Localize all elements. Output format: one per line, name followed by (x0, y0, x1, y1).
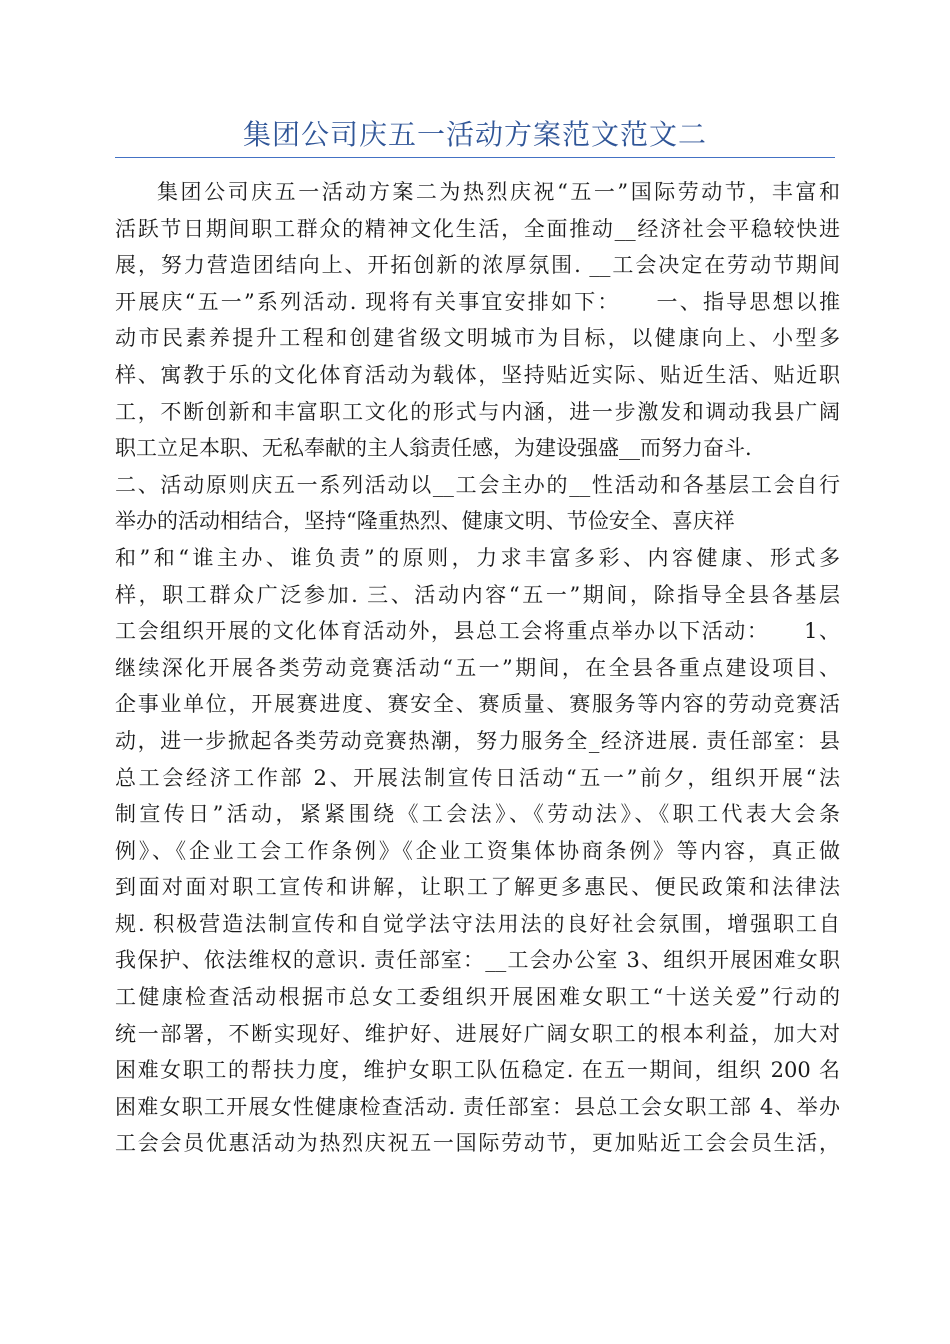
body-line: 举办的活动相结合，坚持“隆重热烈、健康文明、节俭安全、喜庆祥 (115, 509, 735, 534)
body-line: 开展庆“五一”系列活动. 现将有关事宜安排如下： 一、指导思想以推 (115, 289, 840, 314)
body-line: 企事业单位，开展赛进度、赛安全、赛质量、赛服务等内容的劳动竞赛活 (115, 692, 840, 717)
body-line: 工会组织开展的文化体育活动外，县总工会将重点举办以下活动： 1、 (115, 619, 840, 644)
body-line: 样、寓教于乐的文化体育活动为载体，坚持贴近实际、贴近生活、贴近职 (115, 362, 840, 387)
document-title: 集团公司庆五一活动方案范文范文二 (242, 118, 707, 151)
body-line: 困难女职工开展女性健康检查活动. 责任部室：县总工会女职工部 4、举办 (115, 1094, 840, 1119)
body-line: 职工立足本职、无私奉献的主人翁责任感，为建设强盛__而努力奋斗. (115, 436, 752, 461)
body-line: 制宣传日”活动，紧紧围绕《工会法》、《劳动法》、《职工代表大会条 (115, 802, 840, 827)
body-line: 工健康检查活动根据市总女工委组织开展困难女职工“十送关爱”行动的 (115, 985, 840, 1010)
body-line: 工会会员优惠活动为热烈庆祝五一国际劳动节，更加贴近工会会员生活， (115, 1131, 840, 1156)
body-line: 和”和“谁主办、谁负责”的原则，力求丰富多彩、内容健康、形式多 (115, 545, 840, 570)
body-line: 动，进一步掀起各类劳动竞赛热潮，努力服务全_经济进展. 责任部室：县 (115, 728, 840, 753)
body-line: 样，职工群众广泛参加. 三、活动内容“五一”期间，除指导全县各基层 (115, 582, 840, 607)
title-underline (115, 157, 835, 158)
body-line: 动市民素养提升工程和创建省级文明城市为目标，以健康向上、小型多 (115, 326, 840, 351)
body-line: 总工会经济工作部 2、开展法制宣传日活动“五一”前夕，组织开展“法 (115, 765, 840, 790)
body-line: 展，努力营造团结向上、开拓创新的浓厚氛围. __工会决定在劳动节期间 (115, 253, 840, 278)
body-line: 到面对面对职工宣传和讲解，让职工了解更多惠民、便民政策和法律法 (115, 875, 840, 900)
body-line: 工，不断创新和丰富职工文化的形式与内涵，进一步激发和调动我县广阔 (115, 399, 840, 424)
document-body (115, 174, 840, 1162)
body-line: 我保护、依法维权的意识. 责任部室：__工会办公室 3、组织开展困难女职 (115, 948, 840, 973)
body-line: 二、活动原则庆五一系列活动以__工会主办的__性活动和各基层工会自行 (115, 472, 840, 497)
body-line: 活跃节日期间职工群众的精神文化生活，全面推动__经济社会平稳较快进 (115, 216, 840, 241)
body-line: 统一部署，不断实现好、维护好、进展好广阔女职工的根本利益，加大对 (115, 1021, 840, 1046)
body-line: 规. 积极营造法制宣传和自觉学法守法用法的良好社会氛围，增强职工自 (115, 911, 840, 936)
body-line: 集团公司庆五一活动方案二为热烈庆祝“五一”国际劳动节，丰富和 (157, 180, 840, 204)
body-line: 例》、《企业工会工作条例》《企业工资集体协商条例》等内容，真正做 (115, 838, 840, 863)
body-line: 继续深化开展各类劳动竞赛活动“五一”期间，在全县各重点建设项目、 (115, 655, 840, 680)
body-line: 困难女职工的帮扶力度，维护女职工队伍稳定. 在五一期间，组织 200 名 (115, 1058, 840, 1083)
